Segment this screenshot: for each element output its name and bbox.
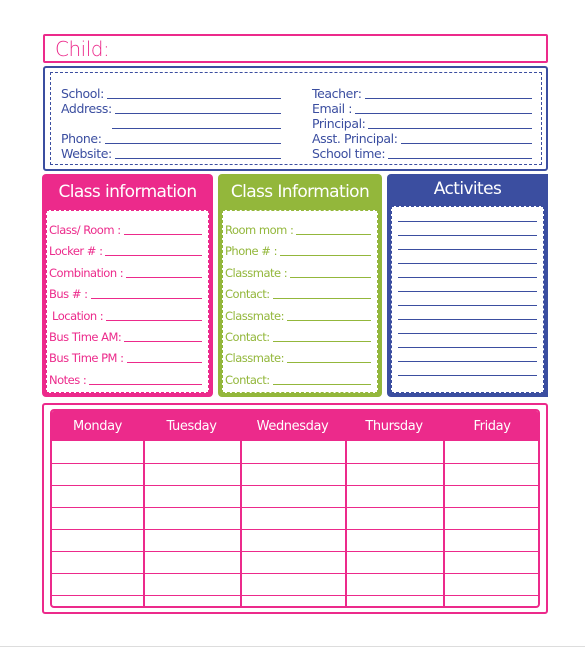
teacher-label: Teacher: [312, 86, 358, 101]
principal-field[interactable]: [312, 116, 532, 131]
field-label: Combination :: [49, 266, 124, 280]
colon: :: [361, 116, 366, 131]
field-line: [91, 298, 203, 299]
field-label: Location :: [52, 309, 104, 323]
contact-field-2[interactable]: [225, 330, 371, 344]
notes-field[interactable]: [49, 373, 202, 387]
address-line: [115, 113, 281, 114]
activity-line: [398, 277, 537, 278]
class-contacts-fields: [222, 210, 378, 393]
colon: :: [344, 101, 353, 116]
day-wednesday: Wednesday: [256, 419, 329, 434]
teacher-line: [365, 98, 533, 99]
field-line: [89, 384, 202, 385]
class-contacts-panel: [218, 174, 382, 397]
field-label: Phone # :: [225, 244, 277, 258]
colon: :: [107, 101, 112, 116]
colon: :: [357, 86, 362, 101]
teacher-field[interactable]: [312, 86, 532, 101]
field-line: [127, 362, 202, 363]
field-label: Classmate:: [225, 309, 284, 323]
asst-principal-field[interactable]: [312, 131, 532, 146]
website-field[interactable]: [61, 146, 281, 161]
email-label: Email: [312, 101, 345, 116]
class-information-title: Class information: [58, 182, 197, 202]
row-divider: [52, 551, 538, 552]
classmate-field-3[interactable]: [225, 351, 371, 365]
room-mom-field[interactable]: [225, 223, 371, 237]
field-label: Room mom :: [225, 223, 294, 237]
colon: :: [100, 86, 104, 101]
field-line: [273, 341, 371, 342]
combination-field[interactable]: [49, 266, 202, 280]
principal-label: Principal: [312, 116, 362, 131]
field-line: [290, 277, 371, 278]
row-divider: [52, 573, 538, 574]
school-time-field[interactable]: [312, 146, 532, 161]
colon: :: [393, 131, 398, 146]
school-line: [107, 98, 281, 99]
field-label: Contact:: [225, 287, 270, 301]
colon: :: [108, 146, 112, 161]
field-line: [105, 255, 202, 256]
weekly-timetable: [42, 403, 548, 614]
field-label: Bus Time AM:: [49, 330, 122, 344]
colon: :: [381, 146, 386, 161]
day-tuesday: Tuesday: [166, 419, 217, 434]
school-time-label: School time: [312, 146, 382, 161]
activity-line: [398, 319, 537, 320]
bus-time-pm-field[interactable]: [49, 351, 202, 365]
phone-number-field[interactable]: [225, 244, 371, 258]
school-time-line: [388, 158, 532, 159]
row-divider: [52, 595, 538, 596]
column-divider: [443, 441, 445, 606]
child-name-field[interactable]: [43, 34, 548, 63]
field-line: [273, 298, 371, 299]
field-line: [296, 234, 371, 235]
website-line: [115, 158, 281, 159]
field-label: Classmate :: [225, 266, 288, 280]
row-divider: [52, 529, 538, 530]
column-divider: [345, 441, 347, 606]
activity-line: [398, 263, 537, 264]
address-field[interactable]: [61, 101, 281, 116]
child-label: Child:: [55, 37, 110, 61]
field-line: [280, 255, 371, 256]
row-divider: [52, 485, 538, 486]
activity-line: [398, 333, 537, 334]
field-line: [287, 362, 371, 363]
school-info-section: [43, 66, 548, 171]
asst-principal-line: [401, 143, 532, 144]
school-label: School: [61, 86, 101, 101]
field-line: [106, 320, 202, 321]
field-label: Class/ Room :: [49, 223, 121, 237]
class-contacts-title: Class Information: [230, 182, 370, 202]
day-friday: Friday: [473, 419, 511, 434]
activity-line: [398, 347, 537, 348]
day-thursday: Thursday: [365, 419, 423, 434]
field-line: [273, 384, 371, 385]
contact-field-1[interactable]: [225, 287, 371, 301]
field-label: Notes :: [49, 373, 87, 387]
class-room-field[interactable]: [49, 223, 202, 237]
bus-time-am-field[interactable]: [49, 330, 202, 344]
activity-line: [398, 249, 537, 250]
address-field-2[interactable]: [61, 116, 281, 131]
classmate-field-1[interactable]: [225, 266, 371, 280]
principal-line: [368, 128, 532, 129]
activities-panel: [387, 174, 548, 397]
timetable-header: [52, 411, 538, 441]
activity-line: [398, 221, 537, 222]
column-divider: [240, 441, 242, 606]
school-info-inner: [50, 72, 542, 165]
phone-field[interactable]: [61, 131, 281, 146]
field-label: Locker # :: [49, 244, 103, 258]
bus-number-field[interactable]: [49, 287, 202, 301]
website-label: Website: [61, 146, 109, 161]
location-field[interactable]: [49, 309, 202, 323]
locker-field[interactable]: [49, 244, 202, 258]
contact-field-3[interactable]: [225, 373, 371, 387]
activity-line: [398, 291, 537, 292]
activities-lines[interactable]: [391, 206, 544, 393]
column-divider: [143, 441, 145, 606]
field-line: [287, 320, 371, 321]
row-divider: [52, 463, 538, 464]
email-line: [355, 113, 532, 114]
classmate-field-2[interactable]: [225, 309, 371, 323]
day-monday: Monday: [73, 419, 122, 434]
class-information-fields: [46, 210, 209, 393]
field-label: Contact:: [225, 373, 270, 387]
email-field[interactable]: [312, 101, 532, 116]
asst-principal-label: Asst. Principal: [312, 131, 394, 146]
activities-title: Activites: [433, 179, 502, 199]
field-label: Bus Time PM :: [49, 351, 124, 365]
field-label: Contact:: [225, 330, 270, 344]
school-field[interactable]: [61, 86, 281, 101]
class-information-panel: [42, 174, 213, 397]
address-2-line: [112, 128, 281, 129]
field-line: [126, 277, 202, 278]
activity-line: [398, 235, 537, 236]
field-label: Bus # :: [49, 287, 88, 301]
activity-line: [398, 305, 537, 306]
field-line: [124, 234, 202, 235]
field-label: Classmate:: [225, 351, 284, 365]
field-line: [124, 341, 202, 342]
phone-line: [105, 143, 281, 144]
row-divider: [52, 507, 538, 508]
address-label: Address: [61, 101, 108, 116]
timetable-grid: [50, 409, 540, 608]
activity-line: [398, 361, 537, 362]
phone-label: Phone: [61, 131, 98, 146]
activity-line: [398, 375, 537, 376]
page-edge-line: [0, 646, 585, 647]
colon: :: [97, 131, 102, 146]
